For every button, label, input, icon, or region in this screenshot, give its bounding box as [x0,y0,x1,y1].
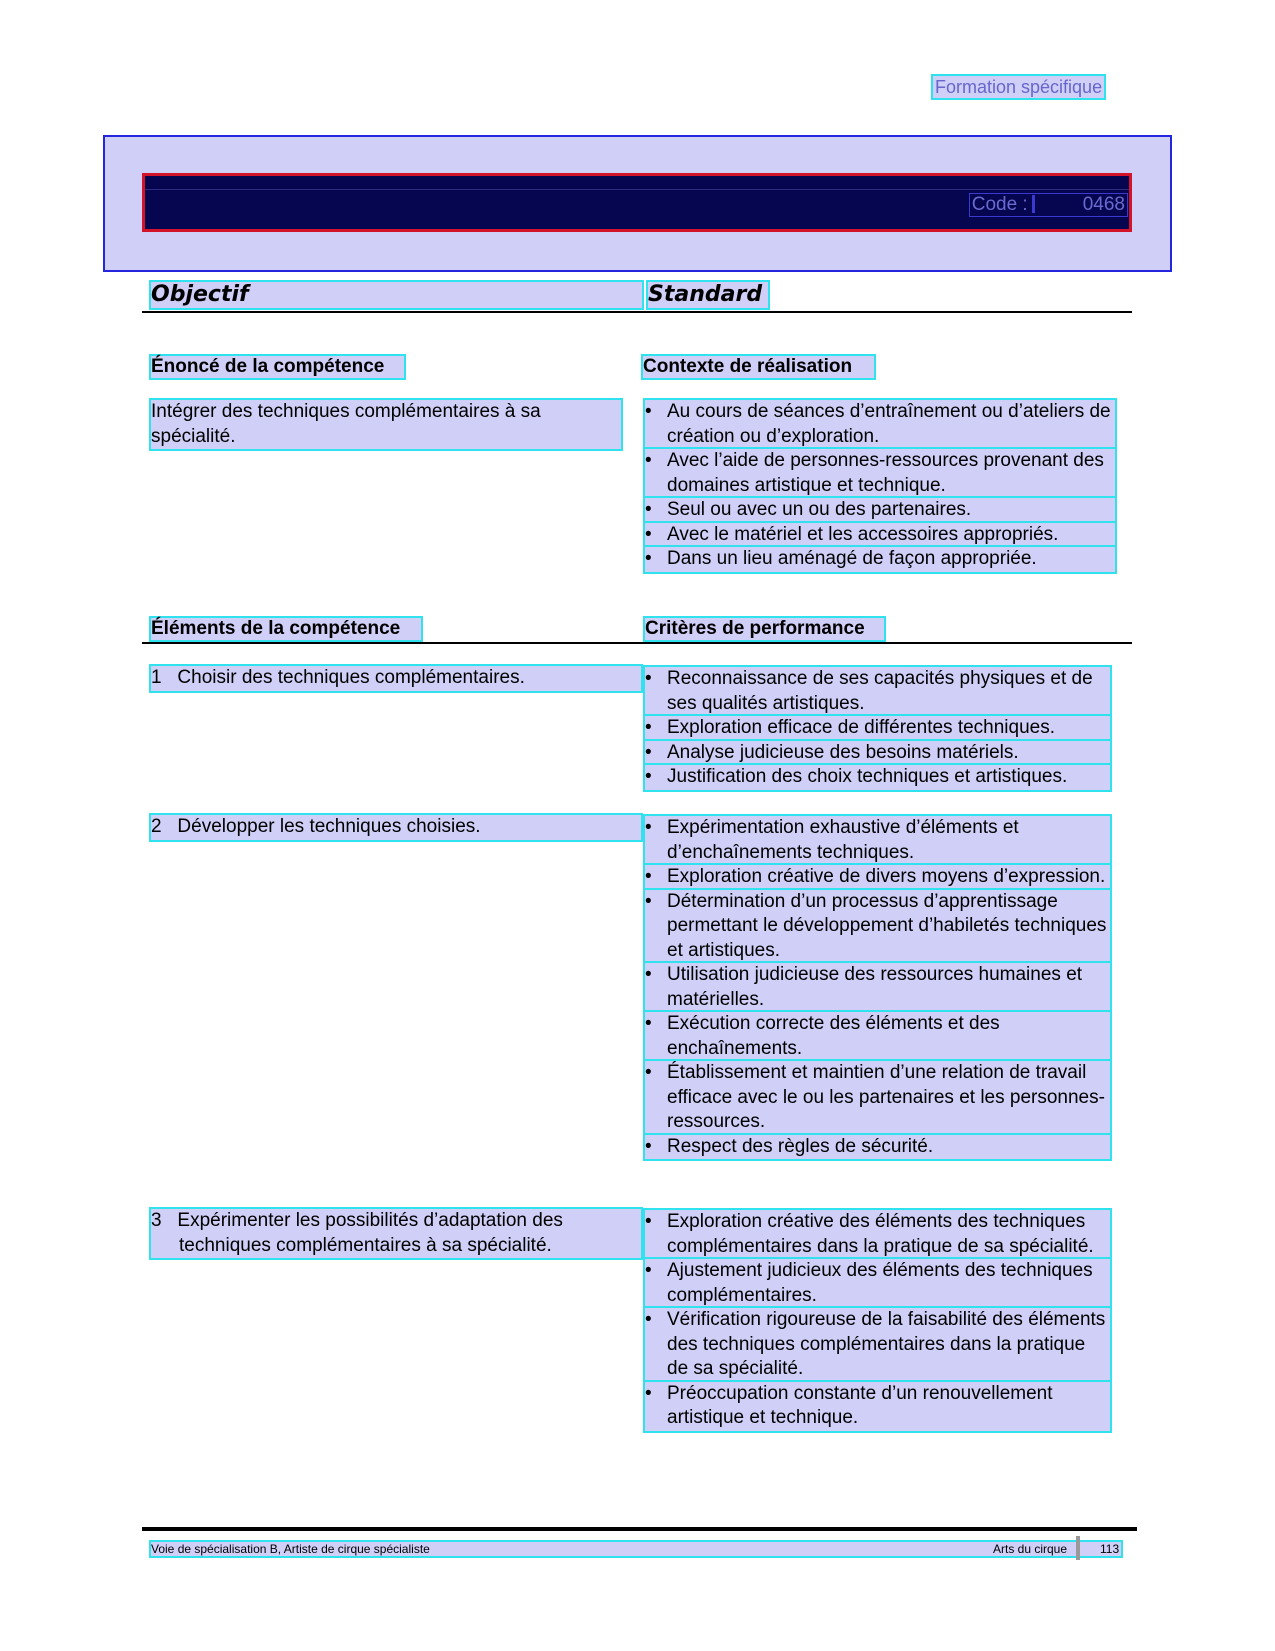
page-section-title: Formation spécifique [935,77,1103,97]
context-item: • Avec l’aide de personnes-ressources provenant des domaines artistique et technique. [645,449,1115,498]
footer-separator [1076,1536,1080,1560]
standard-title: Standard [648,282,768,308]
element-number: 1 [151,667,162,688]
code-separator [1032,195,1035,213]
code-value: 0468 [1082,194,1125,215]
criteria-item: • Analyse judicieuse des besoins matériels. [645,741,1110,766]
statement-heading: Énoncé de la compétence [151,356,404,378]
criteria-item: • Exécution correcte des éléments et des enchaînements. [645,1012,1110,1061]
criteria-item: • Vérification rigoureuse de la faisabilité des éléments des techniques complémentaires dans la pratique de sa spécialité. [645,1308,1110,1382]
criteria-item: • Préoccupation constante d’un renouvellement artistique et technique. [645,1382,1110,1431]
context-heading: Contexte de réalisation [643,356,874,378]
competency-code [970,194,1127,216]
context-list [645,400,1115,572]
footer-left: Voie de spécialisation B, Artiste de cirque spécialiste [151,1542,1121,1556]
criteria-list [645,1210,1110,1431]
page-number: 113 [1100,1542,1120,1556]
element-item [151,666,641,691]
footer-rule [142,1527,1137,1531]
criteria-item: • Exploration créative de divers moyens d’expression. [645,865,1110,890]
code-banner [142,173,1132,232]
title-rule [142,311,1132,313]
context-item: • Dans un lieu aménagé de façon appropriée. [645,547,1115,572]
element-text: Choisir des techniques complémentaires. [177,667,525,688]
criteria-item: • Expérimentation exhaustive d’éléments et d’enchaînements techniques. [645,816,1110,865]
element-number: 3 [151,1210,162,1231]
element-item [151,1209,641,1258]
element-text: Développer les techniques choisies. [177,816,481,837]
elements-heading: Éléments de la compétence [151,618,421,640]
criteria-item: • Respect des règles de sécurité. [645,1135,1110,1160]
element-text: Expérimenter les possibilités d’adaptation des techniques complémentaires à sa spécialité. [177,1210,563,1256]
objective-title: Objectif [151,282,642,308]
element-item [151,815,641,840]
context-item: • Seul ou avec un ou des partenaires. [645,498,1115,523]
context-item: • Au cours de séances d’entraînement ou d’ateliers de création ou d’exploration. [645,400,1115,449]
criteria-list [645,667,1110,790]
criteria-heading: Critères de performance [645,618,884,640]
banner-inner-line [145,189,1129,190]
section-rule [142,642,1132,644]
code-label: Code : [971,194,1028,215]
criteria-item: • Exploration efficace de différentes techniques. [645,716,1110,741]
criteria-list [645,816,1110,1159]
criteria-item: • Utilisation judicieuse des ressources humaines et matérielles. [645,963,1110,1012]
criteria-item: • Détermination d’un processus d’apprentissage permettant le développement d’habiletés techniques et artistiques. [645,890,1110,964]
criteria-item: • Exploration créative des éléments des techniques complémentaires dans la pratique de sa spécialité. [645,1210,1110,1259]
element-number: 2 [151,816,162,837]
criteria-item: • Reconnaissance de ses capacités physiques et de ses qualités artistiques. [645,667,1110,716]
criteria-item: • Établissement et maintien d’une relation de travail efficace avec le ou les partenaires et les personnes-ressources. [645,1061,1110,1135]
footer-right: Arts du cirque [993,1542,1068,1556]
criteria-item: • Ajustement judicieux des éléments des techniques complémentaires. [645,1259,1110,1308]
context-item: • Avec le matériel et les accessoires appropriés. [645,523,1115,548]
statement-text: Intégrer des techniques complémentaires à sa spécialité. [151,400,621,449]
criteria-item: • Justification des choix techniques et artistiques. [645,765,1110,790]
